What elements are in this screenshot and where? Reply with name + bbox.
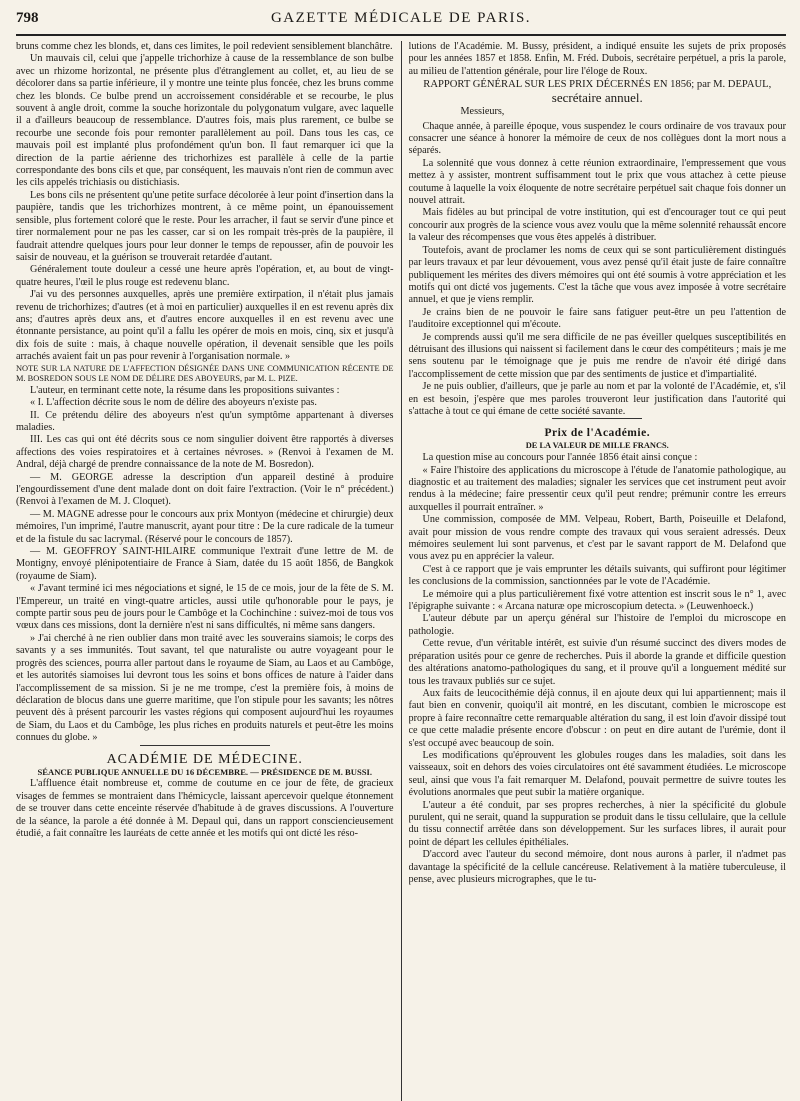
left-column	[16, 41, 394, 1101]
paragraph: Je crains bien de ne pouvoir le faire sans fatiguer peut-être un peu l'attention de l'auditoire exceptionnel qui m'écoute.	[408, 306, 786, 331]
paragraph: — M. GEOFFROY SAINT-HILAIRE communique l'extrait d'une lettre de M. de Montigny, envoyé plénipotentiaire de France à Siam, datée du 15 août 1856, de Bangkok (royaume de Siam).	[16, 546, 394, 582]
report-heading-line: secrétaire annuel.	[551, 90, 643, 106]
paragraph: II. Ce prétendu délire des aboyeurs n'est qu'un symptôme appartenant à diverses maladies.	[16, 409, 394, 433]
page-number: 798	[16, 10, 39, 26]
paragraph: D'accord avec l'auteur du second mémoire, dont nous aurons à parler, il n'admet pas davantage la spécificité de la cellule cancéreuse. Relativement à la matière tuberculeuse, il pense, avec plusieurs micrographes, que le tu-	[408, 849, 786, 885]
paragraph: Je ne puis oublier, d'ailleurs, que je parle au nom et par la volonté de l'Académie, et, s'il en est besoin, j'espère que mes paroles trouveront leur justification dans l'autorité qui s'attache à tout ce qui émane de cette société savante.	[408, 381, 786, 417]
paragraph: — M. GEORGE adresse la description d'un appareil destiné à produire l'engourdissement d'une dent malade dont on doit faire l'extraction. (Voir le n° précédent.) (Renvoi à l'examen de M. J. Cloquet).	[16, 471, 394, 508]
paragraph: Les modifications qu'éprouvent les globules rouges dans les maladies, soit dans les vaisseaux, soit en dehors des voies circulatoires ont été savamment étudiées. Le microscope seul, ainsi que vous l'a fait remarquer M. Delafond, pouvait permettre de suivre toutes les évolutions anormales que peut subir la matière organique.	[408, 749, 786, 799]
paragraph: « I. L'affection décrite sous le nom de délire des aboyeurs n'existe pas.	[30, 397, 317, 409]
paragraph: Mais fidèles au but principal de votre institution, qui est d'encourager tout ce qui peut concourir aux progrès de la science vous avez voulu que la même solennité rehaussât encore la valeur des récompenses que vous êtes appelés à distribuer.	[408, 207, 786, 244]
paragraph: La solennité que vous donnez à cette réunion extraordinaire, l'empressement que vous mettez à y assister, montrent suffisamment tout le prix que vous attachez à cette pieuse coutume à laquelle la voix éloquente de notre secrétaire perpétuel sait chaque fois donner un nouvel attrait.	[408, 157, 786, 207]
journal-title: GAZETTE MÉDICALE DE PARIS.	[270, 10, 532, 26]
paragraph: lutions de l'Académie. M. Bussy, président, a indiqué ensuite les sujets de prix proposés pour les années 1857 et 1858. Enfin, M. Fréd. Dubois, secrétaire perpétuel, a pris la parole, au milieu de l'attention générale, pour lire l'éloge de Roux.	[408, 41, 786, 77]
paragraph: La question mise au concours pour l'année 1856 était ainsi conçue :	[422, 452, 698, 464]
columns	[16, 41, 786, 1101]
note-heading: NOTE SUR LA NATURE DE L'AFFECTION DÉSIGNÉE DANS UNE COMMUNICATION RÉCENTE DE M. BOSREDON SOUS LE NOM DE DÉLIRE DES ABOYEURS, par M. L. PIZE.	[16, 363, 394, 384]
section-subtitle: SÉANCE PUBLIQUE ANNUELLE DU 16 DÉCEMBRE. — PRÉSIDENCE DE M. BUSSI.	[37, 766, 372, 777]
column-divider	[401, 41, 402, 1101]
paragraph: C'est à ce rapport que je vais emprunter les détails suivants, qui suffiront pour légitimer les conclusions de la commission, sanctionnées par le vote de l'Académie.	[408, 563, 786, 588]
paragraph: L'auteur débute par un aperçu général sur l'histoire de l'emploi du microscope en pathologie.	[408, 613, 786, 637]
paragraph: Chaque année, à pareille époque, vous suspendez le cours ordinaire de vos travaux pour consacrer une séance à honorer la mémoire de ceux de nos collègues dont la mort nous a séparés.	[408, 120, 786, 157]
paragraph: bruns comme chez les blonds, et, dans ces limites, le poil redevient sensiblement blanchâtre.	[16, 41, 393, 52]
paragraph: Toutefois, avant de proclamer les noms de ceux qui se sont particulièrement distingués par leurs travaux et par leur dévouement, vous avez pensé qu'il était juste de faire connaître publiquement les mérites des divers mémoires qui ont été soumis à votre appréciation et les motifs qui ont dicté vos jugements. C'est la tâche que vous avez imposée à votre secrétaire annuel, et que je viens remplir.	[408, 244, 786, 306]
paragraph: Cette revue, d'un véritable intérêt, est suivie d'un résumé succinct des divers modes de préparation usités pour ce genre de recherches. Puis il aborde la grande et difficile question des altérations anatomo-pathologiques du sang, et il prouve qu'il a longuement médité sur tous les travaux publiés sur ce sujet.	[408, 638, 786, 687]
paragraph: » J'ai cherché à ne rien oublier dans mon traité avec les souverains siamois; le corps des savants y a ses immunités. Tout savant, tel que naturaliste ou autre voyageant pour le progrès des sciences, pourra aller partout dans le royaume de Siam, au Laos et au Cambôge, et les autorités siamoises lui devront tous les soins et bons offices de nature à l'aider dans l'accomplissement de sa mission. Si je ne me trompe, c'est la première fois, à moins de déclaration de blocus dans une guerre maritime, que l'on stipule pour les savants; les nôtres peuvent dès à présent parcourir les vastes régions qui composent aujourd'hui les royaumes de Siam, du Laos et du Cambôge, les plus riches en produits naturels et peut-être les moins connues du globe. »	[16, 632, 394, 744]
paragraph: J'ai vu des personnes auxquelles, après une première extirpation, il n'était plus jamais revenu de trichorhizes; d'autres (et à moi en particulier) auxquelles il en est revenu après dix ans; d'autres après deux ans, et d'autres encore auxquelles il en est revenu avec une étonnante persistance, au point qu'il a fallu les opérer de mois en mois, cinq, six et jusqu'à dix fois de suite : mais, à chaque nouvelle opération, il devenait sensible que les poils arrachés avaient fait un pas pour revenir à l'organisation normale. »	[16, 289, 394, 363]
right-column	[409, 41, 787, 1101]
paragraph: Une commission, composée de MM. Velpeau, Robert, Barth, Poiseuille et Delafond, avait pour mission de vous rendre compte des travaux qui vous seraient adressés. Deux mémoires seulement lui sont parvenus, et c'est par le savant rapport de M. Delafond que vous avez pu en apprécier la valeur.	[408, 514, 786, 563]
paragraph: — M. MAGNE adresse pour le concours aux prix Montyon (médecine et chirurgie) deux mémoires, l'un imprimé, l'autre manuscrit, ayant pour titre : De la cure radicale de la tumeur et de la fistule du sac lacrymal. (Réservé pour le concours de 1857).	[16, 508, 394, 545]
prize-title: Prix de l'Académie.	[409, 418, 787, 439]
paragraph: L'affluence était nombreuse et, comme de coutume en ce jour de fête, de gracieux visages de femmes se montraient dans l'hémicycle, laissant apercevoir quelque étonnement de se trouver dans cette enceinte réservée d'habitude à de graves discussions. A l'ouverture de la séance, la parole a été donnée à M. Depaul qui, dans un rapport consciencieusement étudié, a fait connaître les lauréats de cette année et les motifs qui ont dicté les réso-	[16, 778, 394, 839]
paragraph: L'auteur, en terminant cette note, la résume dans les propositions suivantes :	[30, 384, 340, 396]
paragraph: Généralement toute douleur a cessé une heure après l'opération, et, au bout de vingt-quatre heures, l'œil le plus rouge est redevenu blanc.	[16, 264, 394, 288]
paragraph: « Faire l'histoire des applications du microscope à l'étude de l'anatomie pathologique, au diagnostic et au traitement des maladies; signaler les services que cet instrument peut avoir rendus à la médecine; faire pressentir ceux qu'il peut rendre; prémunir contre les erreurs auxquelles il pourrait entraîner. »	[408, 464, 786, 513]
paragraph: III. Les cas qui ont été décrits sous ce nom singulier doivent être rapportés à diverses affections des voies respiratoires et à certaines névroses. » (Renvoi à l'examen de M. Andral, déjà chargé de prendre connaissance de la note de M. Bosredon).	[16, 434, 394, 471]
section-title: ACADÉMIE DE MÉDECINE.	[16, 745, 394, 766]
running-head	[16, 10, 786, 34]
paragraph: Aux faits de leucocithémie déjà connus, il en ajoute deux qui lui appartiennent; mais il faut bien en convenir, quoiqu'il ait montré, en les discutant, combien le microscope est propre à faire reconnaître cette remarquable altération du sang, il est loin d'avoir dissipé tout ce que cette maladie présente encore d'obscur : on peut en dire autant de l'urémie, dont il s'est occupé avec beaucoup de soin.	[408, 687, 786, 749]
head-rule	[16, 34, 786, 36]
report-heading	[409, 78, 787, 106]
paragraph: Un mauvais cil, celui que j'appelle trichorhize à cause de la ressemblance de son bulbe avec un rhizome horizontal, ne présente plus d'étranglement au collet, et, au lieu de se décolorer dans sa partie inférieure, il y montre une teinte plus foncée, chez les bruns comme chez les blonds. Ce bulbe prend un accroissement considérable et se recourbe, le plus souvent à angle droit, comme la souche horizontale du polygonatum vulgare, avec laquelle il a d'ailleurs beaucoup de ressemblance. D'autres fois, mais plus rarement, ce bulbe se recourbe une seconde fois pour remonter parallèlement au poil. Dans tous les cas, ce mauvais poil est implanté plus profondément qu'un bon. Il faut remarquer ici que la direction de la partie aérienne des trichorhizes est parallèle à celle de la partie correspondante des bons cils et que, par conséquent, les mauvais n'ont rien de commun avec les cils appelés trichiasis ou distichiasis.	[16, 53, 394, 189]
prize-subtitle: DE LA VALEUR DE MILLE FRANCS.	[525, 440, 669, 450]
paragraph: L'auteur a été conduit, par ses propres recherches, à nier la spécificité du globule purulent, qui ne serait, quand la suppuration se produit dans le tissu cellulaire, que la cellule du tissu connectif arrêtée dans son développement. Sur les surfaces libres, il aurait pour point de départ les cellules épithéliales.	[408, 799, 786, 848]
salutation: Messieurs,	[460, 106, 505, 118]
report-heading-line: RAPPORT GÉNÉRAL SUR LES PRIX DÉCERNÉS EN 1856; par M. DEPAUL,	[423, 79, 772, 91]
paragraph: Le mémoire qui a plus particulièrement fixé votre attention est inscrit sous le n° 1, avec l'épigraphe suivante : « Arcana naturæ ope microscopium detecta. » (Leuwenhoeck.)	[408, 588, 786, 613]
paragraph: Je comprends aussi qu'il me sera difficile de ne pas éveiller quelques susceptibilités en détruisant des illusions qui naissent si facilement dans le cœur des compétiteurs ; mais je me sens soutenu par le témoignage que je puis me rendre de n'avoir été dirigé dans l'accomplissement de cette mission que par des sentiments de justice et d'impartialité.	[408, 331, 786, 380]
paragraph: « J'avant terminé ici mes négociations et signé, le 15 de ce mois, jour de la fête de S. M. l'Empereur, un traité en vingt-quatre articles, aussi utile qu'honorable pour le pays, je compte partir sous peu de jours pour le Cambôge et la Cochinchine : suivez-moi de tous vos vœux dans ces missions, dont la dernière n'est ni sans difficultés, ni même sans dangers.	[16, 583, 394, 632]
paragraph: Les bons cils ne présentent qu'une petite surface décolorée à leur point d'insertion dans la paupière, tandis que les trichorhizes montrent, à ce même point, un épanouissement sensible, plus fortement coloré que le reste. Pour les arracher, il faut se servir d'une pince et tirer normalement pour ne pas les casser, car si on les rompait très-près de la paupière, il faudrait attendre quelques jours pour leur donner le temps de repousser, afin de pouvoir les saisir de nouveau, et la guérison se trouverait retardée d'autant.	[16, 189, 394, 263]
